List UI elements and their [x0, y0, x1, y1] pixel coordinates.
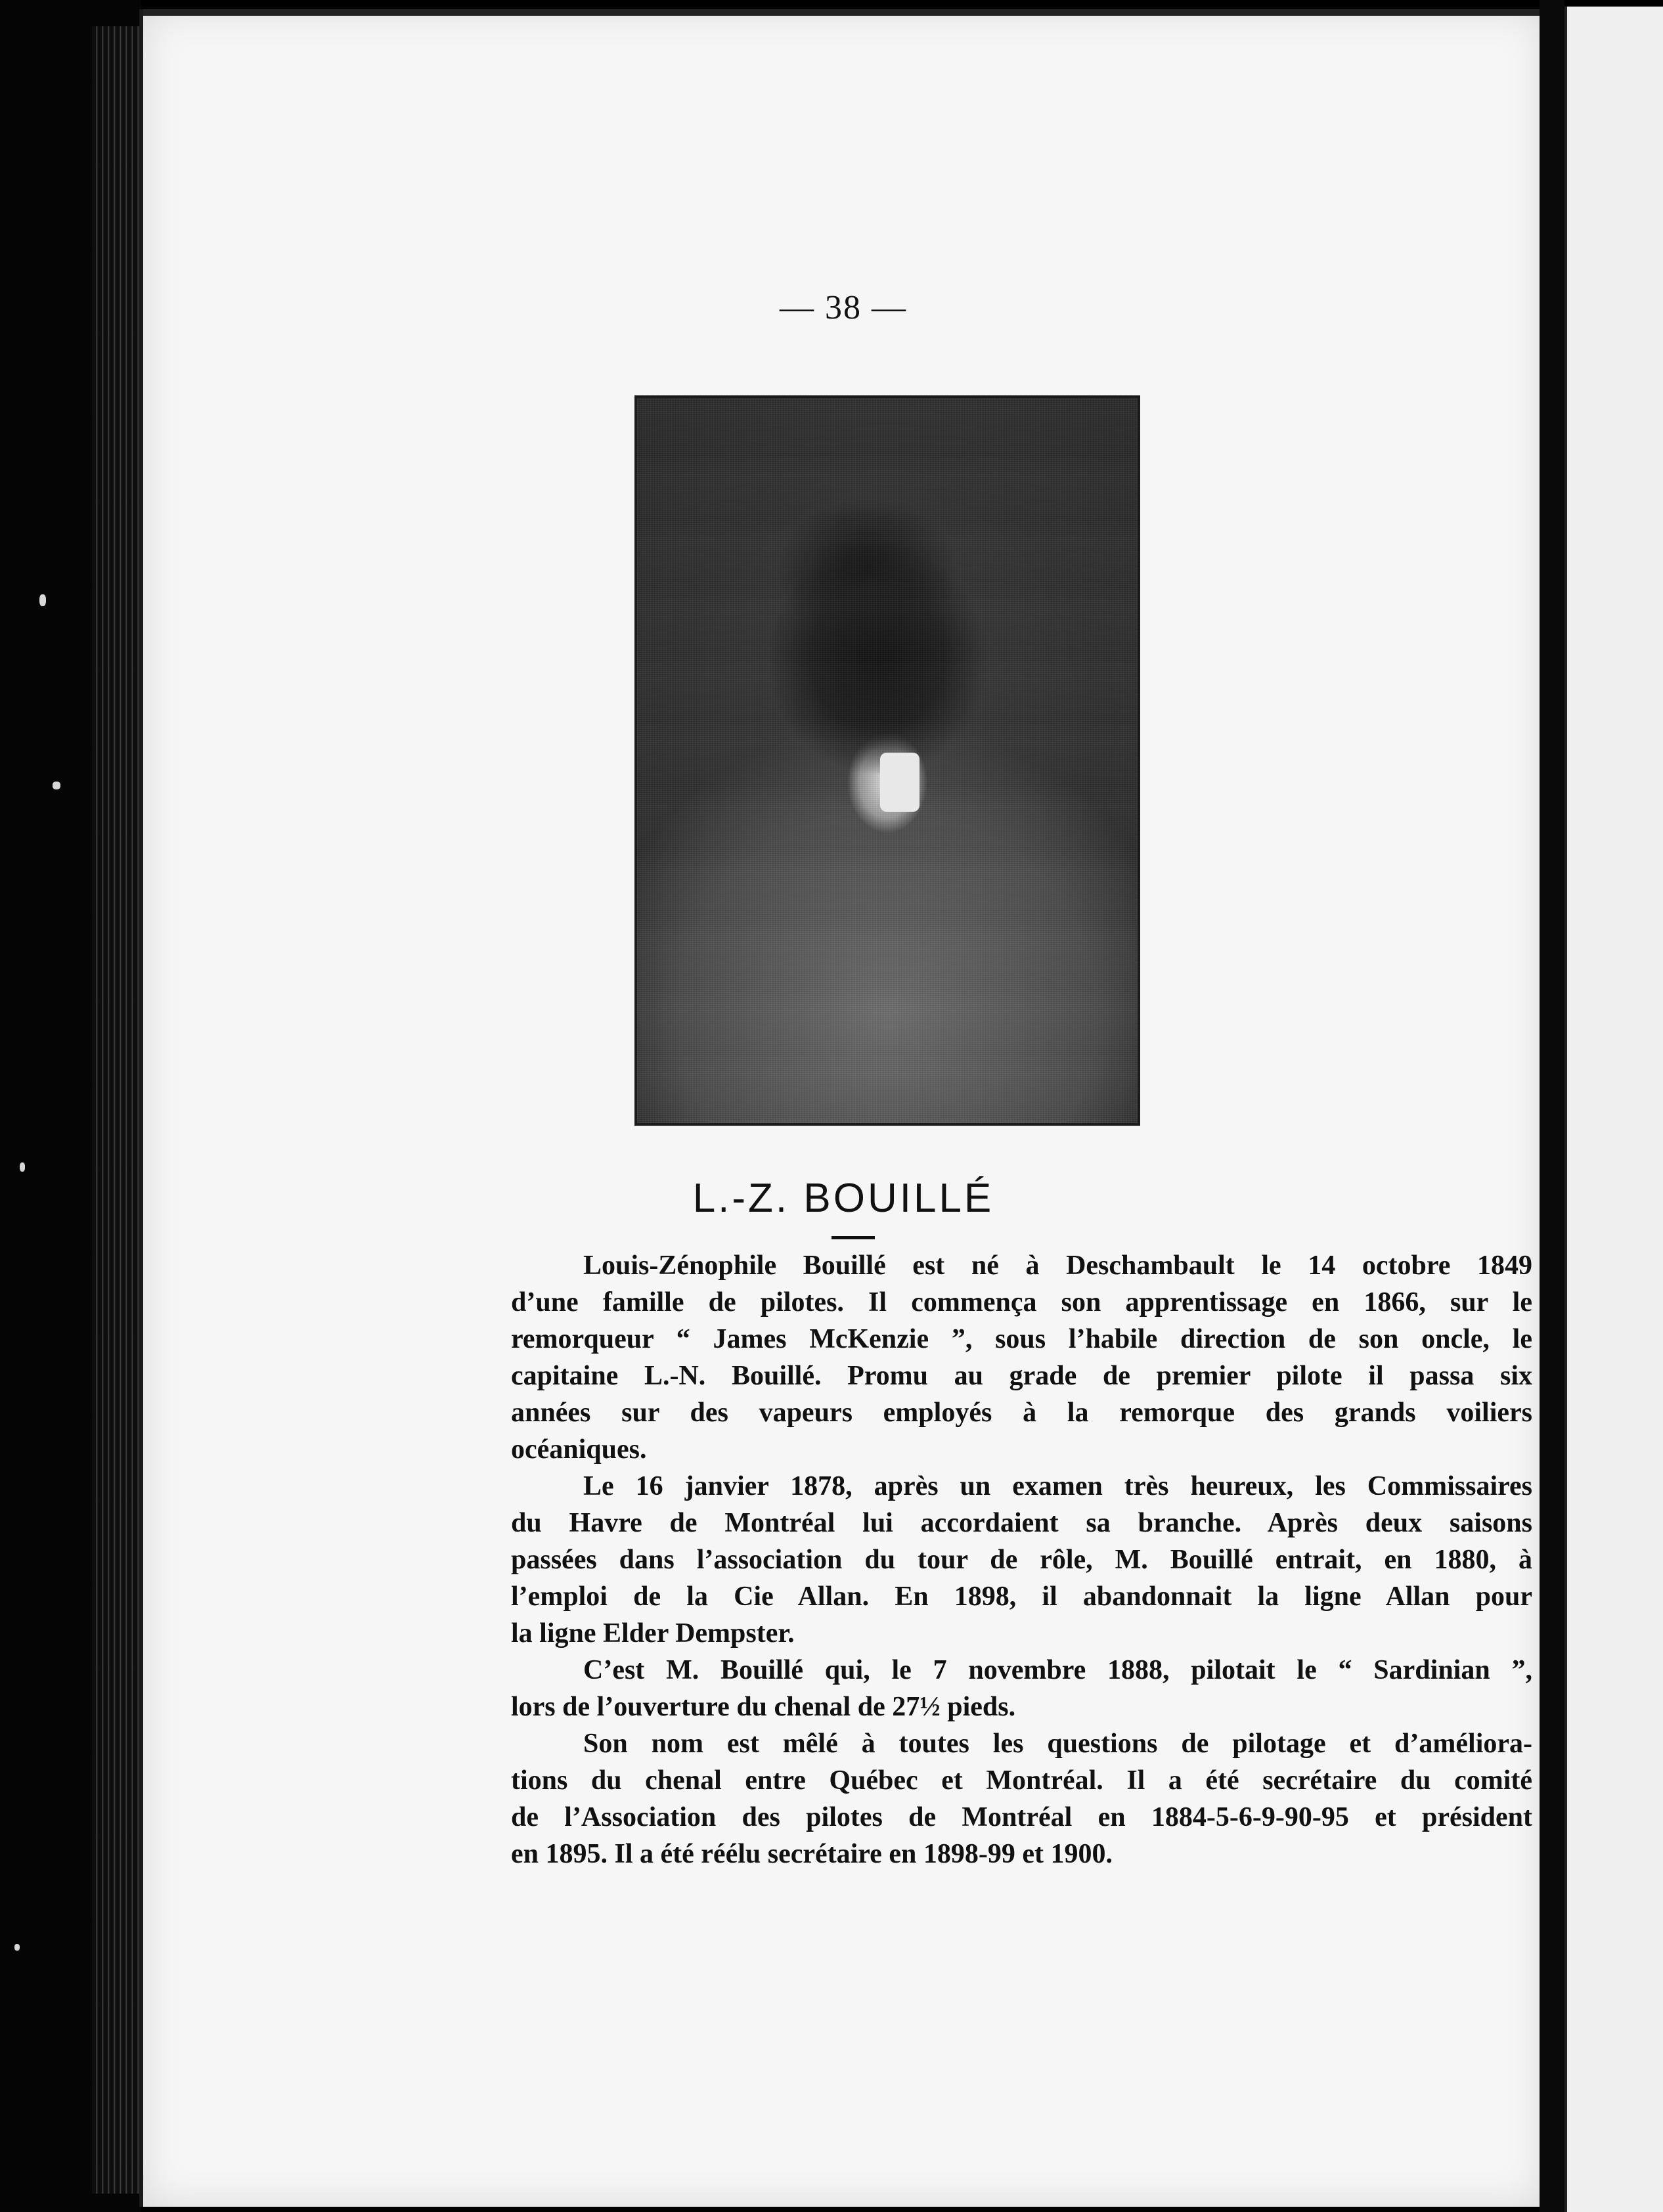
scan-speck	[14, 1944, 20, 1951]
text-line: lors de l’ouverture du chenal de 27½ pieds.	[511, 1692, 1016, 1722]
biography-text	[511, 1247, 1532, 1872]
scan-speck	[20, 1162, 25, 1172]
text-line: années sur des vapeurs employés à la remorque des grands voiliers	[511, 1398, 1532, 1428]
text-line: de l’Association des pilotes de Montréal en 1884-5-6-9-90-95 et président	[511, 1802, 1532, 1832]
paragraph-1	[511, 1247, 1532, 1468]
text-line: capitaine L.-N. Bouillé. Promu au grade de premier pilote il passa six	[511, 1361, 1532, 1391]
text-line: océaniques.	[511, 1434, 647, 1465]
text-line: remorqueur “ James McKenzie ”, sous l’habile direction de son oncle, le	[511, 1324, 1532, 1354]
book-gutter	[1540, 0, 1564, 2212]
text-line: C’est M. Bouillé qui, le 7 novembre 1888, pilotait le “ Sardinian ”,	[583, 1655, 1532, 1685]
page-top-edge	[143, 9, 1543, 16]
stacked-page-edges	[92, 26, 144, 2194]
text-line: Le 16 janvier 1878, après un examen très heureux, les Commissaires	[583, 1471, 1532, 1501]
text-line: en 1895. Il a été réélu secrétaire en 1898-99 et 1900.	[511, 1839, 1113, 1869]
scan-speck	[39, 594, 46, 606]
shirt-collar	[880, 753, 920, 812]
portrait-photograph	[634, 395, 1140, 1126]
scan-speck	[53, 782, 60, 789]
text-line: Louis-Zénophile Bouillé est né à Deschambault le 14 octobre 1849	[583, 1250, 1532, 1281]
text-line: tions du chenal entre Québec et Montréal. Il a été secrétaire du comité	[511, 1765, 1532, 1796]
text-line: passées dans l’association du tour de rôle, M. Bouillé entrait, en 1880, à	[511, 1545, 1532, 1575]
text-line: Son nom est mêlé à toutes les questions de pilotage et d’améliora-	[583, 1729, 1532, 1759]
page-title: L.-Z. BOUILLÉ	[692, 1176, 994, 1221]
title-underline-rule	[832, 1236, 875, 1239]
paragraph-3	[511, 1652, 1532, 1725]
facing-page-edge	[1564, 7, 1663, 2212]
text-line: du Havre de Montréal lui accordaient sa branche. Après deux saisons	[511, 1508, 1532, 1538]
text-line: l’emploi de la Cie Allan. En 1898, il abandonnait la ligne Allan pour	[511, 1582, 1532, 1612]
book-page	[139, 9, 1543, 2207]
text-line: la ligne Elder Dempster.	[511, 1618, 795, 1648]
text-line: d’une famille de pilotes. Il commença son apprentissage en 1866, sur le	[511, 1287, 1532, 1317]
paragraph-2	[511, 1468, 1532, 1652]
paragraph-4	[511, 1725, 1532, 1872]
page-number: — 38 —	[780, 289, 907, 326]
